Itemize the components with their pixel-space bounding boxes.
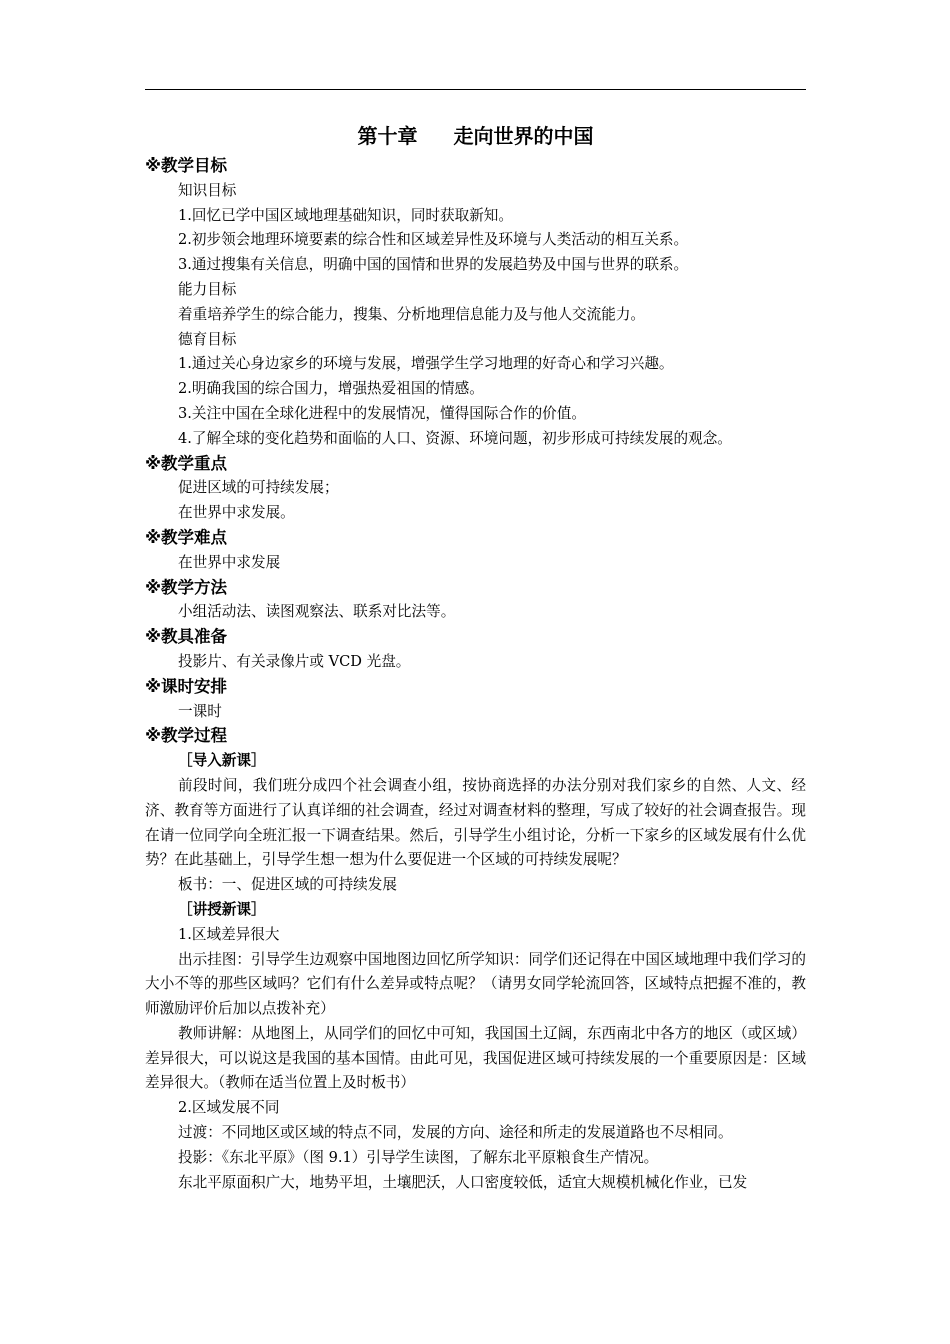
list-item: 4.了解全球的变化趋势和面临的人口、资源、环境问题，初步形成可持续发展的观念。 xyxy=(178,429,732,447)
subheading-intro: ［导入新课］ xyxy=(178,752,266,770)
paragraph: 在世界中求发展 xyxy=(178,553,281,571)
paragraph: 投影片、有关录像片或 VCD 光盘。 xyxy=(178,652,411,670)
paragraph: 1.区域差异很大 xyxy=(178,925,280,943)
paragraph: 前段时间，我们班分成四个社会调查小组，按协商选择的办法分别对我们家乡的自然、人文、经济、教育等方面进行了认真详细的社会调查，经过对调查材料的整理，写成了较好的社会调查报告。现在请一位同学向全班汇报一下调查结果。然后，引导学生小组讨论，分析一下家乡的区域发展有什么优势？在此基础上，引导学生想一想为什么要促进一个区域的可持续发展呢？ xyxy=(145,776,806,869)
document-body xyxy=(145,118,806,1195)
paragraph: 促进区域的可持续发展； xyxy=(178,479,339,497)
paragraph: 小组活动法、读图观察法、联系对比法等。 xyxy=(178,603,456,621)
paragraph: 在世界中求发展。 xyxy=(178,504,295,522)
section-heading-schedule: ※课时安排 xyxy=(145,676,228,696)
list-item: 3.关注中国在全球化进程中的发展情况，懂得国际合作的价值。 xyxy=(178,404,586,422)
section-heading-process: ※教学过程 xyxy=(145,726,228,746)
section-heading-difficulties: ※教学难点 xyxy=(145,527,228,547)
chapter-title: 第十章 走向世界的中国 xyxy=(357,124,594,148)
paragraph: 投影：《东北平原》（图 9.1）引导学生读图，了解东北平原粮食生产情况。 xyxy=(178,1148,659,1166)
section-heading-methods: ※教学方法 xyxy=(145,577,228,597)
subheading-new-lesson: ［讲授新课］ xyxy=(178,900,266,918)
subheading-knowledge: 知识目标 xyxy=(178,181,237,199)
subheading-ability: 能力目标 xyxy=(178,280,237,298)
paragraph: 东北平原面积广大，地势平坦，土壤肥沃，人口密度较低，适宜大规模机械化作业，已发 xyxy=(178,1173,748,1191)
paragraph: 2.区域发展不同 xyxy=(178,1099,280,1117)
paragraph: 过渡：不同地区或区域的特点不同，发展的方向、途径和所走的发展道路也不尽相同。 xyxy=(178,1124,733,1142)
paragraph: 出示挂图：引导学生边观察中国地图边回忆所学知识：同学们还记得在中国区域地理中我们学习的大小不等的那些区域吗？它们有什么差异或特点呢？（请男女同学轮流回答，区域特点把握不准的，教师激励评价后加以点拨补充） xyxy=(145,950,806,1018)
header-rule xyxy=(145,89,806,90)
section-heading-key-points: ※教学重点 xyxy=(145,453,228,473)
list-item: 2.明确我国的综合国力，增强热爱祖国的情感。 xyxy=(178,380,484,398)
list-item: 3.通过搜集有关信息，明确中国的国情和世界的发展趋势及中国与世界的联系。 xyxy=(178,256,689,274)
section-heading-objectives: ※教学目标 xyxy=(145,156,228,175)
paragraph: 教师讲解：从地图上，从同学们的回忆中可知，我国国土辽阔，东西南北中各方的地区（或区域）差异很大，可以说这是我国的基本国情。由此可见，我国促进区域可持续发展的一个重要原因是：区域差异很大。（教师在适当位置上及时板书） xyxy=(145,1024,806,1092)
paragraph: 着重培养学生的综合能力，搜集、分析地理信息能力及与他人交流能力。 xyxy=(178,305,646,323)
paragraph: 板书：一、促进区域的可持续发展 xyxy=(178,876,397,894)
subheading-moral: 德育目标 xyxy=(178,330,237,348)
list-item: 1.通过关心身边家乡的环境与发展，增强学生学习地理的好奇心和学习兴趣。 xyxy=(178,355,674,373)
section-heading-materials: ※教具准备 xyxy=(145,627,228,647)
paragraph: 一课时 xyxy=(178,702,222,720)
list-item: 2.初步领会地理环境要素的综合性和区域差异性及环境与人类活动的相互关系。 xyxy=(178,231,689,249)
list-item: 1.回忆已学中国区域地理基础知识，同时获取新知。 xyxy=(178,206,513,224)
